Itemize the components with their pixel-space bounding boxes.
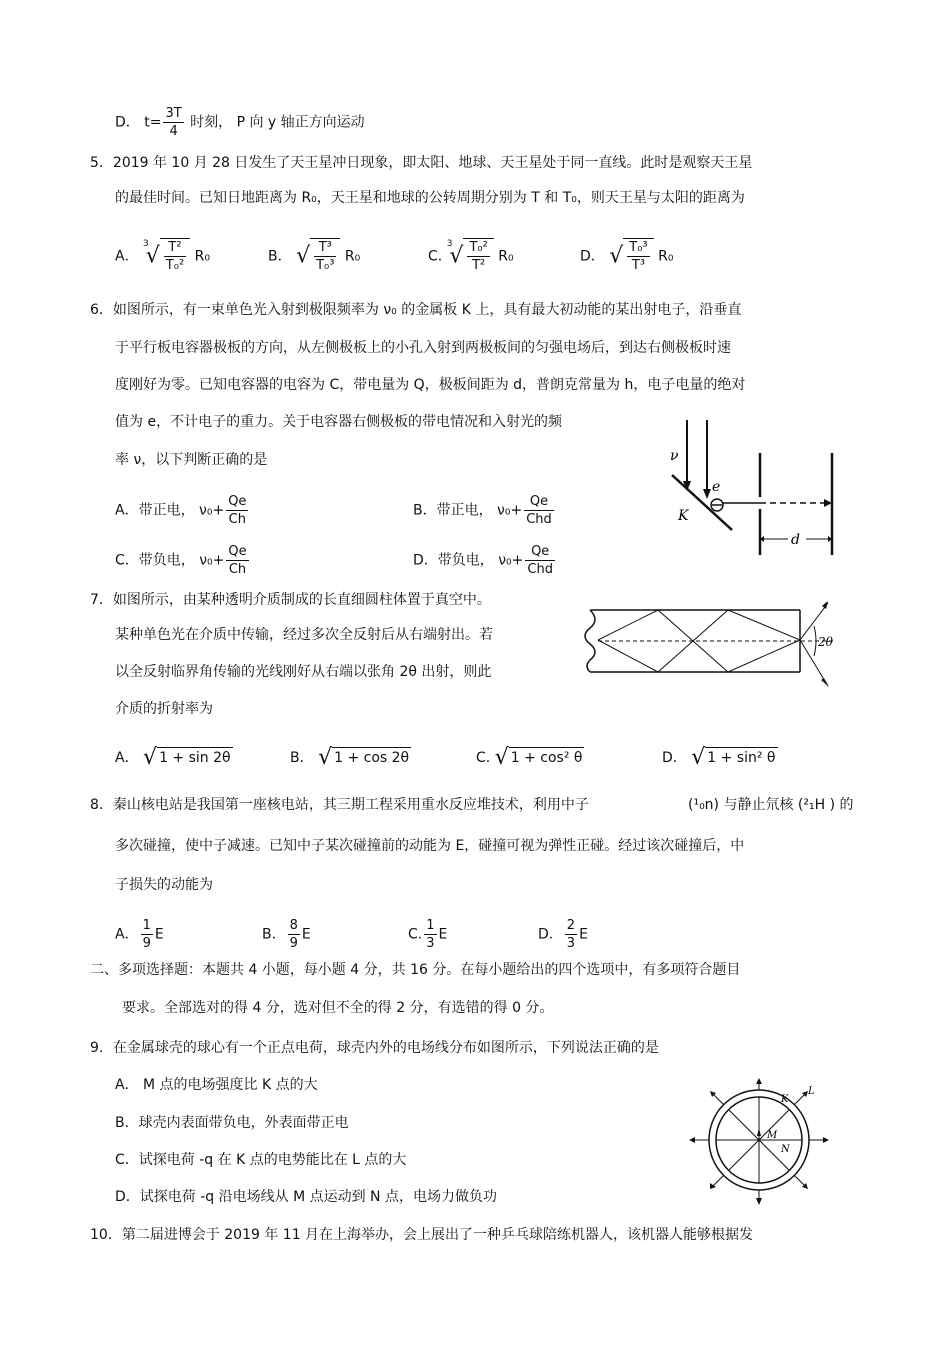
fraction (226, 543, 248, 578)
q9-option-c: C．试探电荷 -q 在 K 点的电势能比在 L 点的大 (115, 1152, 407, 1168)
q5-option-a (115, 238, 210, 274)
r0-label: R₀ (658, 248, 674, 265)
q5-option-b (268, 238, 360, 274)
q6-option-c (115, 543, 251, 578)
q7-option-a (115, 747, 233, 768)
radical-sign: √ (449, 243, 464, 269)
q5-line1: 5．2019 年 10 月 28 日发生了天王星冲日现象，即太阳、地球、天王星处于同一直线。此时是观察天王星 (90, 155, 753, 171)
radicand: 1 + sin 2θ (157, 747, 233, 768)
q5-option-c (428, 238, 514, 274)
q7-option-c (476, 747, 584, 768)
q7-line1: 7．如图所示，由某种透明介质制成的长直细圆柱体置于真空中。 (90, 592, 491, 608)
q8-option-b (262, 917, 311, 952)
q7-option-d (662, 747, 778, 768)
radical-sign: √ (691, 745, 706, 770)
denominator: 9 (289, 936, 298, 951)
option-label: D． (580, 248, 605, 265)
q7-line2: 某种单色光在介质中传输，经过多次全反射后从右端射出。若 (115, 627, 493, 643)
fraction (627, 239, 649, 274)
point-k-label: K (781, 1094, 789, 1105)
point-m-label: M (767, 1130, 778, 1141)
q5-option-d (580, 238, 673, 274)
q9-option-d: D．试探电荷 -q 沿电场线从 M 点运动到 N 点，电场力做负功 (115, 1189, 497, 1205)
energy-symbol: E (301, 926, 311, 943)
denominator: T₀² (165, 258, 185, 273)
radical-sign: √ (318, 745, 333, 770)
point-n-label: N (781, 1144, 790, 1155)
q8-option-d (538, 917, 588, 952)
q5-line2: 的最佳时间。已知日地距离为 R₀，天王星和地球的公转周期分别为 T 和 T₀，则天王星与太阳的距离为 (115, 190, 745, 206)
radicand (623, 238, 653, 274)
q8-option-a (115, 917, 164, 952)
option-label: A．带正电， ν₀+ (115, 502, 225, 519)
q9-option-b: B．球壳内表面带负电，外表面带正电 (115, 1115, 349, 1131)
option-label: A． (115, 248, 139, 265)
r0-label: R₀ (344, 248, 361, 265)
q6-option-d (413, 543, 557, 578)
q6-line2: 于平行板电容器极板的方向，从左侧极板上的小孔入射到两极板间的匀强电场后，到达右侧极板时速 (115, 340, 731, 356)
numerator: 3T (165, 106, 182, 121)
option-label: B． (268, 248, 292, 265)
q6-line4: 值为 e，不计电子的重力。关于电容器右侧极板的带电情况和入射光的频 (115, 414, 563, 430)
fraction (424, 917, 436, 952)
q7-fiber-figure (578, 598, 840, 690)
angle-label: 2θ (818, 635, 833, 649)
denominator: T₀³ (316, 258, 335, 273)
numerator: Qe (525, 543, 555, 561)
numerator: Qe (524, 493, 554, 511)
denominator: Chd (527, 562, 553, 577)
denominator: T² (472, 258, 486, 273)
section2-line1: 二、多项选择题：本题共 4 小题，每小题 4 分，共 16 分。在每小题给出的四个选项中，有多项符合题目 (90, 962, 741, 978)
plate-k-label: K (678, 508, 689, 524)
q7-line4: 介质的折射率为 (115, 701, 213, 717)
radical-sign: √ (143, 745, 158, 770)
option-label: B． (262, 926, 286, 943)
nu-label: ν (670, 448, 679, 464)
option-label: C. (428, 248, 443, 265)
numerator: Qe (228, 544, 247, 559)
section2-line2: 要求。全部选对的得 4 分，选对但不全的得 2 分，有选错的得 0 分。 (122, 1000, 554, 1016)
radicand (160, 238, 190, 274)
option-label: D．带负电， ν₀+ (413, 552, 524, 569)
energy-symbol: E (438, 926, 448, 943)
denominator: T³ (631, 258, 646, 273)
q6-line5: 率 ν，以下判断正确的是 (115, 452, 268, 468)
electron-label: e (712, 479, 721, 495)
q7-option-b (290, 747, 411, 768)
numerator: T₀³ (629, 240, 648, 255)
radicand (310, 238, 340, 274)
option-label: C. (408, 926, 423, 943)
option-label: B． (290, 750, 314, 766)
radical-sign: √ (494, 745, 509, 770)
fraction (314, 239, 336, 274)
energy-symbol: E (154, 926, 164, 943)
option-label: D． (115, 114, 140, 131)
fraction (226, 493, 248, 528)
q10-line1: 10．第二届进博会于 2019 年 11 月在上海举办，会上展出了一种乒乓球陪练机器人，该机器人能够根据发 (90, 1227, 754, 1243)
denominator: Ch (228, 562, 247, 577)
energy-symbol: E (579, 926, 588, 943)
radicand: 1 + cos² θ (509, 747, 585, 768)
numerator: T³ (314, 239, 336, 257)
q9-option-a: A． M 点的电场强度比 K 点的大 (115, 1077, 318, 1093)
q9-line1: 9．在金属球壳的球心有一个正点电荷，球壳内外的电场线分布如图所示，下列说法正确的是 (90, 1040, 659, 1056)
q7-line3: 以全反射临界角传输的光线刚好从右端以张角 2θ 出射，则此 (115, 664, 492, 680)
numerator: T₀² (469, 240, 488, 255)
fraction (524, 493, 554, 528)
option-label: C．带负电， ν₀+ (115, 552, 225, 569)
radicand: 1 + cos 2θ (332, 747, 411, 768)
q6-line1: 6．如图所示，有一束单色光入射到极限频率为 ν₀ 的金属板 K 上，具有最大初动能的某出射电子，沿垂直 (90, 302, 742, 318)
radicand: 1 + sin² θ (705, 747, 777, 768)
option-label: C. (476, 750, 491, 766)
radicand (463, 238, 493, 274)
denominator: 9 (142, 936, 151, 951)
q6-capacitor-figure (660, 415, 845, 560)
fraction (565, 917, 577, 952)
fraction (467, 239, 489, 274)
q6-option-a (115, 493, 250, 528)
option-label: A． (115, 926, 139, 943)
q9-sphere-figure (688, 1078, 830, 1208)
numerator: T² (164, 239, 186, 257)
q4-option-d (115, 105, 365, 140)
r0-label: R₀ (498, 248, 514, 265)
q8-option-c (408, 917, 447, 952)
numerator: 8 (289, 918, 298, 933)
option-label: B．带正电， ν₀+ (413, 502, 523, 519)
denominator: Chd (526, 512, 552, 527)
q6-line3: 度刚好为零。已知电容器的电容为 C，带电量为 Q，极板间距为 d，普朗克常量为 h，电子电量的绝对 (115, 377, 746, 393)
point-l-label: L (808, 1086, 815, 1097)
denominator: 4 (169, 124, 178, 139)
r0-label: R₀ (194, 248, 210, 265)
t-label: t= (144, 114, 162, 131)
q6-option-b (413, 493, 556, 528)
q8-line1b: (¹₀n) 与静止氘核 (²₁H ) 的 (688, 797, 854, 813)
radical-sign: √ (296, 243, 311, 269)
option-text: 时刻， P 向 y 轴正方向运动 (190, 114, 365, 131)
radical-sign: √ (609, 243, 624, 269)
root-index: 3 (143, 239, 149, 249)
fraction (141, 917, 153, 952)
distance-label: d (791, 532, 800, 548)
numerator: 2 (566, 918, 576, 933)
q8-line3: 子损失的动能为 (115, 877, 213, 893)
denominator: 3 (566, 936, 576, 951)
option-label: A． (115, 750, 139, 766)
numerator: 1 (426, 918, 435, 933)
root-index: 3 (446, 239, 453, 249)
denominator: Ch (228, 512, 246, 527)
denominator: 3 (426, 936, 435, 951)
numerator: 1 (142, 918, 151, 933)
q8-line2: 多次碰撞，使中子减速。已知中子某次碰撞前的动能为 E，碰撞可视为弹性正碰。经过该次碰撞后，中 (115, 838, 745, 854)
fraction (525, 543, 555, 578)
numerator: Qe (228, 494, 247, 509)
option-label: D． (538, 926, 563, 943)
fraction (288, 917, 300, 952)
fraction (164, 239, 186, 274)
q8-line1a: 8．秦山核电站是我国第一座核电站，其三期工程采用重水反应堆技术，利用中子 (90, 797, 589, 813)
radical-sign: √ (145, 243, 160, 269)
fraction (163, 105, 183, 140)
option-label: D． (662, 750, 687, 766)
